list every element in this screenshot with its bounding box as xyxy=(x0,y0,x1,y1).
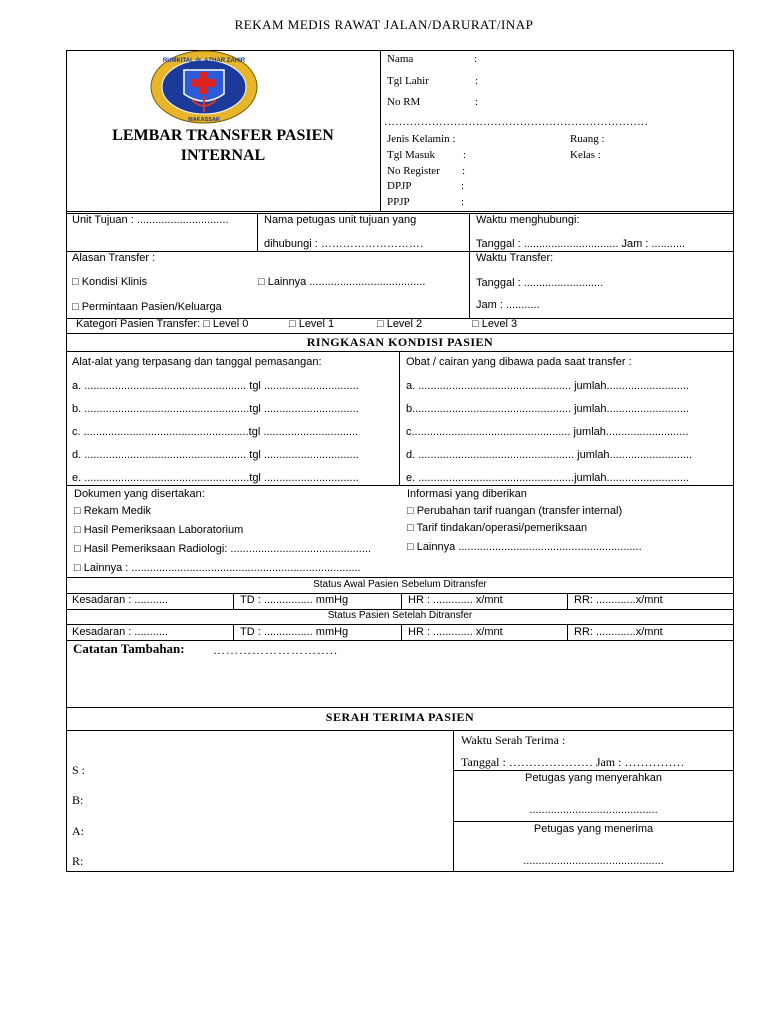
petugas-menyerahkan-sign: .......................................... xyxy=(529,804,658,816)
obat-row-d: d. ................................................... jumlah........................... xyxy=(406,449,693,461)
obat-row-e: e. ...................................................jumlah........................... xyxy=(406,472,690,484)
checkbox-kondisi-klinis[interactable]: □ Kondisi Klinis xyxy=(72,276,148,288)
checkbox-lainnya-informasi[interactable]: □ Lainnya ............................................................ xyxy=(407,541,642,553)
awal-kesadaran: Kesadaran : ........... xyxy=(72,594,168,606)
checkbox-tarif-tindakan[interactable]: □ Tarif tindakan/operasi/pemeriksaan xyxy=(407,522,588,534)
checkbox-lainnya-alasan[interactable]: □ Lainnya ...................................... xyxy=(258,276,426,288)
waktu-transfer-label: Waktu Transfer: xyxy=(476,252,554,264)
dokumen-header: Dokumen yang disertakan: xyxy=(74,488,205,500)
jenis-kelamin-label: Jenis Kelamin : xyxy=(387,133,456,145)
setelah-rr: RR: .............x/mnt xyxy=(574,626,663,638)
checkbox-rekam-medik[interactable]: □ Rekam Medik xyxy=(74,505,151,517)
sbar-s: S : xyxy=(72,763,86,777)
kategori-level-0[interactable]: Kategori Pasien Transfer: □ Level 0 xyxy=(76,318,249,330)
obat-row-b: b.................................................... jumlah........................... xyxy=(406,403,690,415)
kelas-label: Kelas : xyxy=(570,149,601,161)
waktu-menghubungi-label: Waktu menghubungi: xyxy=(476,214,580,226)
checkbox-permintaan-pasien[interactable]: □ Permintaan Pasien/Keluarga xyxy=(72,301,222,313)
kategori-level-1[interactable]: □ Level 1 xyxy=(289,318,335,330)
kategori-level-2[interactable]: □ Level 2 xyxy=(377,318,423,330)
logo-text-top: RUMKITAL dr. AZHAR ZAHIR xyxy=(162,58,246,64)
petugas-menyerahkan-label: Petugas yang menyerahkan xyxy=(525,772,662,784)
waktu-menghubungi-tanggal-jam: Tanggal : ............................... Jam : ........... xyxy=(476,238,686,250)
form-title-line1: LEMBAR TRANSFER PASIEN xyxy=(112,127,334,144)
waktu-transfer-jam: Jam : ........... xyxy=(476,299,540,311)
sbar-r: R: xyxy=(72,854,84,868)
form-title-line2: INTERNAL xyxy=(180,147,266,164)
catatan-label: Catatan Tambahan: xyxy=(73,641,185,656)
serah-terima-title: SERAH TERIMA PASIEN xyxy=(325,710,475,724)
obat-header: Obat / cairan yang dibawa pada saat transfer : xyxy=(406,356,632,368)
no-register-sep: : xyxy=(462,165,466,177)
checkbox-hasil-laboratorium[interactable]: □ Hasil Pemeriksaan Laboratorium xyxy=(74,524,244,536)
setelah-hr: HR : ............. x/mnt xyxy=(408,626,503,638)
tgl-lahir-sep: : xyxy=(475,75,479,87)
informasi-header: Informasi yang diberikan xyxy=(407,488,527,500)
checkbox-hasil-radiologi[interactable]: □ Hasil Pemeriksaan Radiologi: .............................................. xyxy=(74,543,372,555)
alasan-transfer-label: Alasan Transfer : xyxy=(72,252,156,264)
ppjp-sep: : xyxy=(461,196,465,208)
awal-td: TD : ................ mmHg xyxy=(240,594,349,606)
hospital-emblem-icon xyxy=(150,50,258,124)
awal-hr: HR : ............. x/mnt xyxy=(408,594,503,606)
ppjp-label: PPJP xyxy=(387,196,410,208)
alat-row-a: a. ..................................................... tgl ............................... xyxy=(72,380,359,392)
setelah-kesadaran: Kesadaran : ........... xyxy=(72,626,168,638)
alat-row-b: b. ......................................................tgl ............................... xyxy=(72,403,359,415)
alat-header: Alat-alat yang terpasang dan tanggal pemasangan: xyxy=(72,356,322,368)
checkbox-lainnya-dokumen[interactable]: □ Lainnya : ........................................................................... xyxy=(74,562,361,574)
nama-petugas-line2: dihubungi : ………………………. xyxy=(264,238,423,250)
sbar-a: A: xyxy=(72,824,84,838)
sbar-b: B: xyxy=(72,793,84,807)
dpjp-sep: : xyxy=(461,180,465,192)
tgl-masuk-label: Tgl Masuk xyxy=(387,149,435,161)
no-register-label: No Register xyxy=(387,165,440,177)
logo-text-bottom: MAKASSAR xyxy=(188,117,220,123)
waktu-transfer-tanggal: Tanggal : .......................... xyxy=(476,277,604,289)
petugas-menerima-sign: .............................................. xyxy=(523,855,664,867)
awal-rr: RR: .............x/mnt xyxy=(574,594,663,606)
ruang-label: Ruang : xyxy=(570,133,605,145)
nama-label: Nama xyxy=(387,53,414,65)
unit-tujuan: Unit Tujuan : .............................. xyxy=(72,214,229,226)
petugas-menerima-label: Petugas yang menerima xyxy=(533,823,654,835)
obat-row-a: a. .................................................. jumlah........................... xyxy=(406,380,690,392)
status-setelah-title: Status Pasien Setelah Ditransfer xyxy=(327,610,473,621)
dpjp-label: DPJP xyxy=(387,180,412,192)
nama-sep: : xyxy=(474,53,478,65)
tgl-lahir-label: Tgl Lahir xyxy=(387,75,429,87)
nama-petugas-line1: Nama petugas unit tujuan yang xyxy=(264,214,417,226)
patient-dots: ……………………………………………………………… xyxy=(384,116,648,128)
no-rm-sep: : xyxy=(475,96,479,108)
waktu-serah-terima-label: Waktu Serah Terima : xyxy=(461,733,566,747)
no-rm-label: No RM xyxy=(387,96,421,108)
status-awal-title: Status Awal Pasien Sebelum Ditransfer xyxy=(313,579,487,590)
alat-row-d: d. ..................................................... tgl ............................... xyxy=(72,449,359,461)
kategori-level-3[interactable]: □ Level 3 xyxy=(472,318,518,330)
setelah-td: TD : ................ mmHg xyxy=(240,626,349,638)
checkbox-perubahan-tarif[interactable]: □ Perubahan tarif ruangan (transfer internal) xyxy=(407,505,623,517)
ringkasan-title: RINGKASAN KONDISI PASIEN xyxy=(306,335,494,349)
tgl-masuk-sep: : xyxy=(463,149,467,161)
alat-row-e: e. ......................................................tgl ............................... xyxy=(72,472,359,484)
obat-row-c: c.................................................... jumlah........................... xyxy=(406,426,689,438)
catatan-dots: ……………………….. xyxy=(213,643,338,657)
serah-tanggal-jam: Tanggal : ………………… Jam : …………… xyxy=(461,755,685,769)
page-title: REKAM MEDIS RAWAT JALAN/DARURAT/INAP xyxy=(234,17,534,32)
alat-row-c: c. ......................................................tgl ............................... xyxy=(72,426,359,438)
